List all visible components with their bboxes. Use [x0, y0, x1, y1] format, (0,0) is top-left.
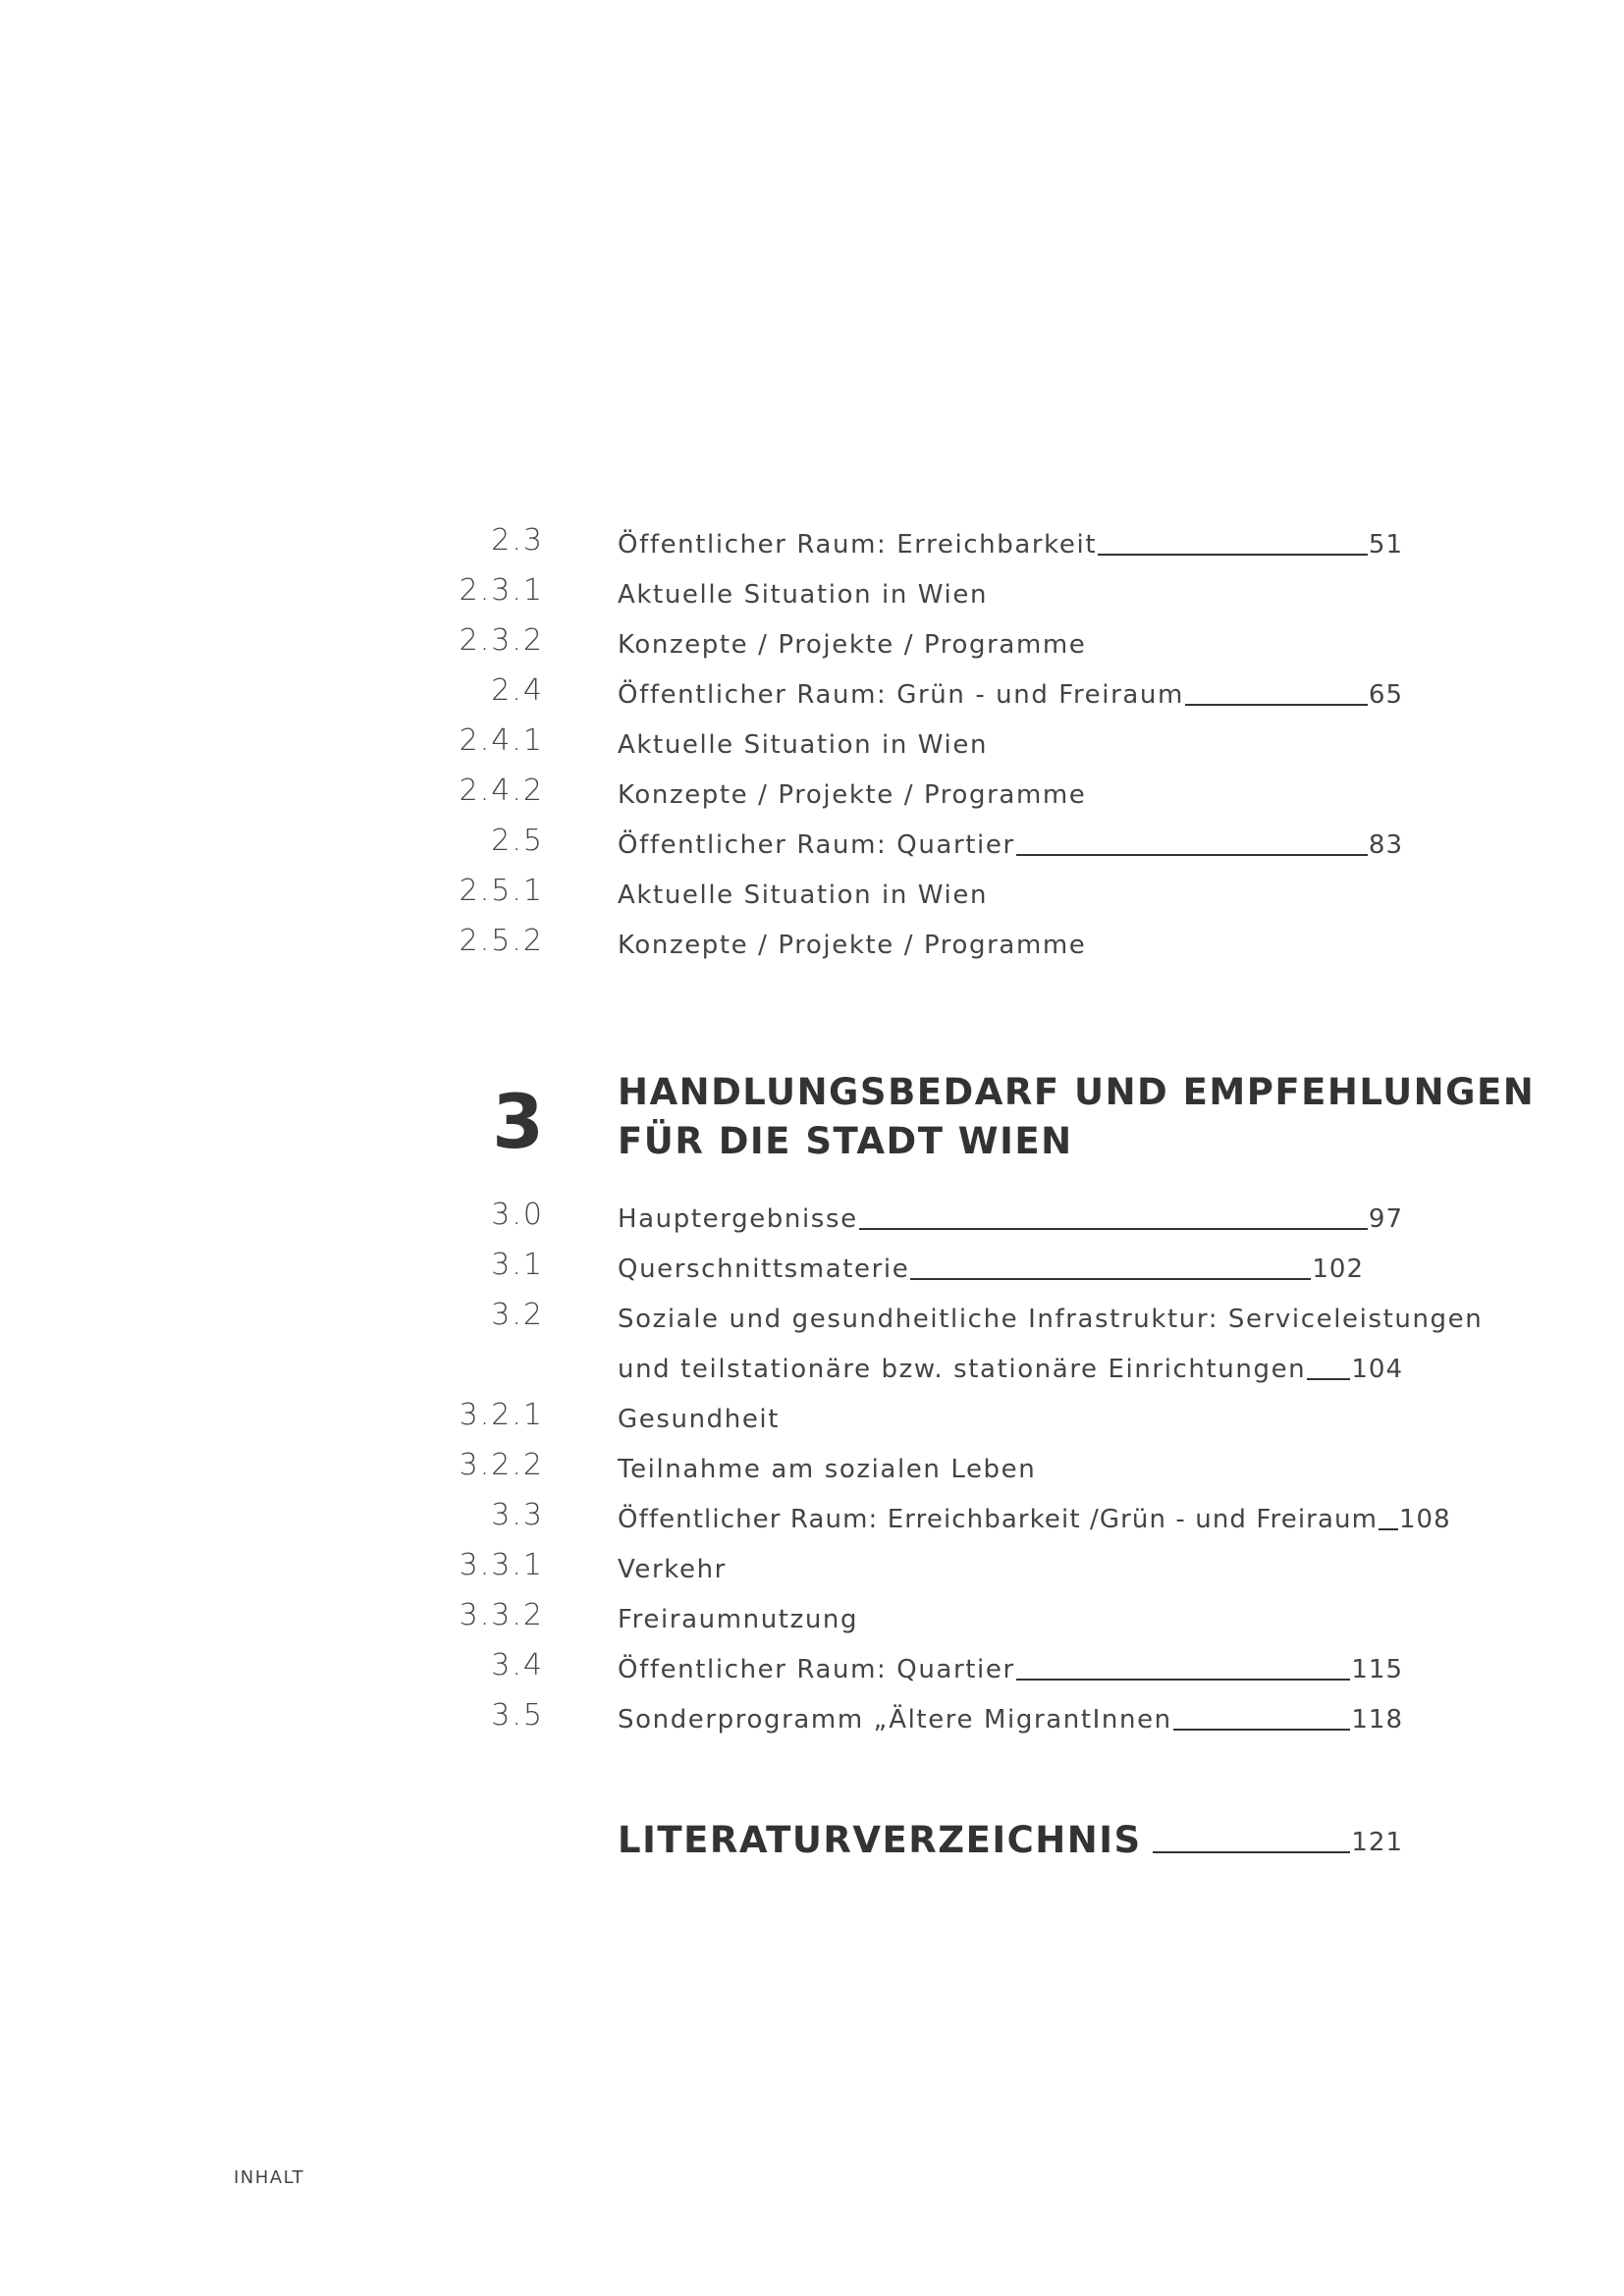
section-title: Gesundheit	[618, 1405, 781, 1434]
toc-entry-3-2-1[interactable]	[0, 1396, 1624, 1445]
leader-line	[1016, 1679, 1351, 1681]
section-number: 3.3	[491, 1498, 544, 1532]
section-number: 3.5	[491, 1698, 544, 1733]
page-number: 83	[1368, 830, 1403, 860]
toc-entry-2-4-1[interactable]	[0, 721, 1624, 771]
toc-line	[618, 675, 1403, 715]
section-title: Aktuelle Situation in Wien	[618, 881, 989, 910]
section-title: Öffentlicher Raum: Grün - und Freiraum	[618, 680, 1184, 710]
leader-line	[1307, 1378, 1350, 1380]
leader-line	[1173, 1729, 1351, 1731]
toc-entry-3-2[interactable]	[0, 1296, 1624, 1345]
toc-line	[618, 1400, 1403, 1439]
toc-line	[618, 1650, 1403, 1689]
page-number: 121	[1351, 1828, 1403, 1857]
toc-line	[618, 826, 1403, 865]
section-title: Verkehr	[618, 1555, 727, 1584]
section-title: Aktuelle Situation in Wien	[618, 580, 989, 610]
page-number: 51	[1368, 530, 1403, 560]
toc-line	[618, 1350, 1403, 1389]
toc-line	[618, 625, 1403, 665]
toc-entry-3-5[interactable]	[0, 1696, 1624, 1745]
toc-line	[618, 1700, 1403, 1739]
toc-line	[618, 1600, 1403, 1639]
section-number: 3.0	[491, 1198, 544, 1232]
toc-line	[618, 1450, 1403, 1489]
section-number: 3.2.2	[459, 1448, 544, 1482]
section-title: Öffentlicher Raum: Quartier	[618, 1655, 1015, 1684]
toc-line	[618, 725, 1403, 765]
section-title: Aktuelle Situation in Wien	[618, 730, 989, 760]
toc-entry-2-3-2[interactable]	[0, 621, 1624, 670]
literature-title: LITERATURVERZEICHNIS	[618, 1819, 1142, 1861]
toc-line	[618, 1250, 1364, 1289]
toc-entry-3-0[interactable]	[0, 1196, 1624, 1245]
chapter-title[interactable]	[618, 1068, 1535, 1166]
page-number: 115	[1351, 1655, 1403, 1684]
toc-entry-2-5-2[interactable]	[0, 922, 1624, 971]
section-number: 2.3.1	[459, 573, 544, 608]
section-number: 3.4	[491, 1648, 544, 1682]
leader-line	[1016, 854, 1368, 856]
toc-entry-2-4-2[interactable]	[0, 772, 1624, 821]
toc-entry-3-4[interactable]	[0, 1646, 1624, 1695]
leader-line	[910, 1278, 1311, 1280]
page-number: 108	[1399, 1505, 1451, 1534]
page-number: 104	[1351, 1355, 1403, 1384]
toc-line	[618, 876, 1403, 915]
toc-entry-3-3-1[interactable]	[0, 1546, 1624, 1595]
toc-line	[618, 1200, 1403, 1239]
page-number: 65	[1368, 680, 1403, 710]
section-number: 2.4.2	[459, 774, 544, 808]
leader-line	[1379, 1528, 1398, 1530]
toc-entry-literature[interactable]	[618, 1816, 1403, 1865]
toc-entry-2-5-1[interactable]	[0, 872, 1624, 921]
section-number: 3.2	[491, 1298, 544, 1332]
section-number: 2.3.2	[459, 623, 544, 658]
section-number: 3.3.2	[459, 1598, 544, 1632]
section-title: Konzepte / Projekte / Programme	[618, 780, 1087, 810]
toc-line	[618, 926, 1403, 965]
toc-entry-2-3[interactable]	[0, 521, 1624, 570]
section-number: 2.5.2	[459, 924, 544, 958]
section-title: Soziale und gesundheitliche Infrastruktur: Serviceleistungen	[618, 1305, 1484, 1334]
toc-line	[618, 1500, 1451, 1539]
toc-entry-2-3-1[interactable]	[0, 571, 1624, 620]
section-title: Hauptergebnisse	[618, 1204, 858, 1234]
leader-line	[1153, 1851, 1351, 1853]
section-title: Konzepte / Projekte / Programme	[618, 931, 1087, 960]
leader-line	[1098, 554, 1368, 556]
toc-entry-3-1[interactable]	[0, 1246, 1624, 1295]
page-number: 102	[1312, 1255, 1364, 1284]
section-title: Querschnittsmaterie	[618, 1255, 910, 1284]
section-number: 3.2.1	[459, 1398, 544, 1432]
section-title: Öffentlicher Raum: Erreichbarkeit /Grün - und Freiraum	[618, 1505, 1378, 1534]
chapter-number: 3	[492, 1078, 544, 1165]
section-title: Sonderprogramm „Ältere MigrantInnen	[618, 1705, 1172, 1735]
leader-line	[1185, 704, 1368, 706]
toc-line	[618, 525, 1403, 564]
toc-entry-2-5[interactable]	[0, 822, 1624, 871]
toc-entry-3-3-2[interactable]	[0, 1596, 1624, 1645]
section-title: und teilstationäre bzw. stationäre Einrichtungen	[618, 1355, 1307, 1384]
section-number: 2.4.1	[459, 723, 544, 758]
toc-line	[618, 1300, 1484, 1339]
section-number: 3.3.1	[459, 1548, 544, 1582]
section-title: Konzepte / Projekte / Programme	[618, 630, 1087, 660]
section-number: 2.3	[491, 523, 544, 558]
section-number: 2.4	[491, 673, 544, 708]
toc-line	[618, 575, 1403, 614]
toc-entry-3-2-2[interactable]	[0, 1446, 1624, 1495]
section-number: 3.1	[491, 1248, 544, 1282]
page-number: 118	[1351, 1705, 1403, 1735]
section-number: 2.5.1	[459, 874, 544, 908]
chapter-title-line-2: FÜR DIE STADT WIEN	[618, 1120, 1073, 1162]
section-title: Öffentlicher Raum: Quartier	[618, 830, 1015, 860]
toc-entry-3-3[interactable]	[0, 1496, 1624, 1545]
toc-line	[618, 1550, 1403, 1589]
toc-line	[618, 775, 1403, 815]
toc-entry-2-4[interactable]	[0, 671, 1624, 721]
page-number: 97	[1368, 1204, 1403, 1234]
section-title: Teilnahme am sozialen Leben	[618, 1455, 1037, 1484]
leader-line	[859, 1228, 1368, 1230]
section-title: Freiraumnutzung	[618, 1605, 859, 1634]
section-number: 2.5	[491, 824, 544, 858]
toc-entry-3-2-cont[interactable]	[0, 1346, 1624, 1395]
section-title: Öffentlicher Raum: Erreichbarkeit	[618, 530, 1098, 560]
chapter-title-line-1: HANDLUNGSBEDARF UND EMPFEHLUNGEN	[618, 1071, 1536, 1113]
running-footer: INHALT	[234, 2167, 305, 2188]
